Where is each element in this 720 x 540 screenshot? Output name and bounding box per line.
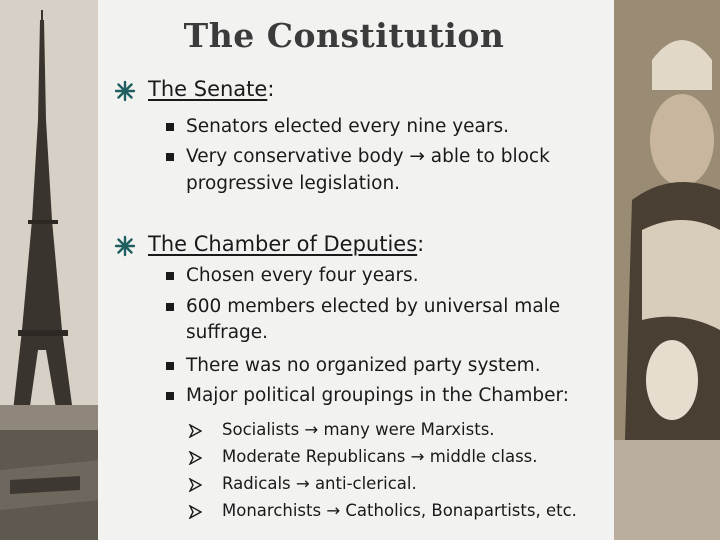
- chamber-heading-colon: :: [417, 232, 425, 256]
- square-bullet-icon: [166, 303, 174, 311]
- slide-title: The Constitution: [183, 16, 505, 55]
- grouping-monarchists: Monarchists → Catholics, Bonapartists, etc.: [222, 501, 577, 520]
- arrowhead-icon: [188, 505, 202, 519]
- square-bullet-icon: [166, 272, 174, 280]
- chamber-point-2-line-1: 600 members elected by universal male: [186, 296, 561, 317]
- section-heading-chamber: [148, 232, 424, 256]
- arrowhead-icon: [188, 478, 202, 492]
- eiffel-tower-photo: [0, 0, 100, 540]
- chamber-point-2-line-2: suffrage.: [186, 322, 269, 343]
- chamber-point-4: Major political groupings in the Chamber:: [186, 385, 569, 406]
- senate-point-2-line-1: Very conservative body → able to block: [186, 146, 550, 167]
- square-bullet-icon: [166, 123, 174, 131]
- senate-point-1: Senators elected every nine years.: [186, 116, 510, 137]
- senate-point-2-line-2: progressive legislation.: [186, 173, 401, 194]
- portrait-photo: [612, 0, 720, 540]
- senate-heading-label: The Senate: [148, 77, 268, 101]
- star-burst-icon: [114, 80, 136, 102]
- star-burst-icon: [114, 235, 136, 257]
- square-bullet-icon: [166, 153, 174, 161]
- chamber-point-1: Chosen every four years.: [186, 265, 419, 286]
- chamber-heading-label: The Chamber of Deputies: [148, 232, 418, 256]
- grouping-radicals: Radicals → anti-clerical.: [222, 474, 417, 493]
- chamber-point-3: There was no organized party system.: [186, 355, 541, 376]
- square-bullet-icon: [166, 362, 174, 370]
- square-bullet-icon: [166, 392, 174, 400]
- grouping-moderate-republicans: Moderate Republicans → middle class.: [222, 447, 538, 466]
- senate-heading-colon: :: [267, 77, 275, 101]
- section-heading-senate: [148, 77, 274, 101]
- arrowhead-icon: [188, 424, 202, 438]
- arrowhead-icon: [188, 451, 202, 465]
- grouping-socialists: Socialists → many were Marxists.: [222, 420, 495, 439]
